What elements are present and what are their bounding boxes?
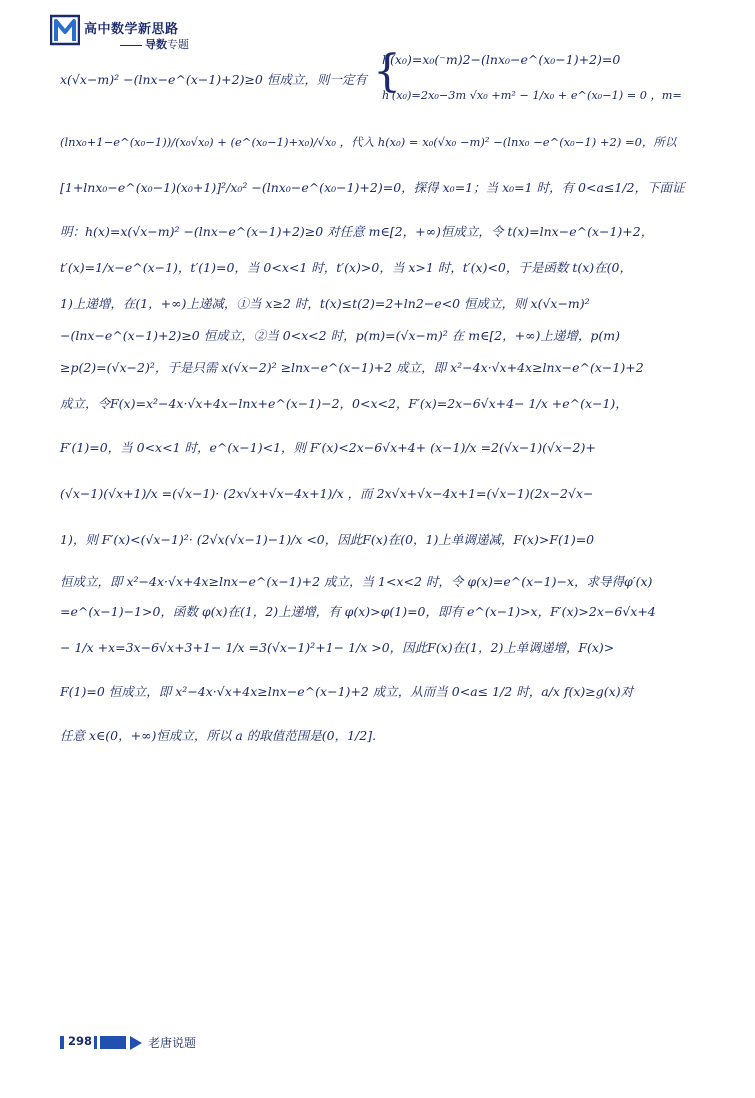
text-line-5: [1+lnx₀−e^(x₀−1)(x₀+1)]²/x₀² −(lnx₀−e^(x₀−1)+2)=0，探得 x₀=1；当 x₀=1 时，有 0<a≤1/2，下面证 bbox=[60, 180, 685, 195]
text-line-8: 1)上递增，在(1，+∞)上递减，①当 x≥2 时，t(x)≤t(2)=2+ln2−e<0 恒成立，则 x(√x−m)² bbox=[60, 296, 590, 311]
text-line-7: t′(x)=1/x−e^(x−1)，t′(1)=0，当 0<x<1 时，t′(x)>0，当 x>1 时，t′(x)<0，于是函数 t(x)在(0， bbox=[60, 260, 633, 275]
brand-logo-icon bbox=[50, 14, 80, 46]
text-line-16: =e^(x−1)−1>0，函数 φ(x)在(1，2)上递增，有 φ(x)>φ(1)=0，即有 e^(x−1)>x，F′(x)>2x−6√x+4 bbox=[60, 604, 656, 619]
text-line-10: ≥p(2)=(√x−2)²，于是只需 x(√x−2)² ≥lnx−e^(x−1)+2 成立，即 x²−4x·√x+4x≥lnx−e^(x−1)+2 bbox=[60, 360, 644, 375]
series-subtitle bbox=[120, 36, 189, 52]
text-line-17: − 1/x +x=3x−6√x+3+1− 1/x =3(√x−1)²+1− 1/x >0，因此F(x)在(1，2)上单调递增，F(x)> bbox=[60, 640, 615, 655]
footer-block bbox=[100, 1036, 126, 1049]
text-line-14: 1)，则 F′(x)<(√x−1)²· (2√x(√x−1)−1)/x <0，因此F(x)在(0，1)上单调递减，F(x)>F(1)=0 bbox=[60, 532, 595, 547]
text-line-4: (lnx₀+1−e^(x₀−1))/(x₀√x₀) + (e^(x₀−1)+x₀)/√x₀ ，代入 h(x₀) = x₀(√x₀ −m)² −(lnx₀ −e^(x₀−1) +2) =0，所以 bbox=[60, 135, 677, 149]
text-line-6: 明：h(x)=x(√x−m)² −(lnx−e^(x−1)+2)≥0 对任意 m∈[2，+∞)恒成立，令 t(x)=lnx−e^(x−1)+2， bbox=[60, 224, 654, 239]
text-line-2: x(√x−m)² −(lnx−e^(x−1)+2)≥0 恒成立，则一定有 bbox=[60, 72, 367, 87]
brand-title: 高中数学新思路 bbox=[84, 22, 179, 37]
text-line-18: F(1)=0 恒成立，即 x²−4x·√x+4x≥lnx−e^(x−1)+2 成立，从而当 0<a≤ 1/2 时，a/x f(x)≥g(x)对 bbox=[60, 684, 634, 699]
play-arrow-icon bbox=[130, 1036, 142, 1050]
footer-bar bbox=[94, 1036, 97, 1049]
footer-text: 老唐说题 bbox=[148, 1036, 197, 1050]
subtitle-tag: 导数 bbox=[145, 38, 167, 51]
footer-bar bbox=[60, 1036, 64, 1049]
text-line-9: −(lnx−e^(x−1)+2)≥0 恒成立，②当 0<x<2 时，p(m)=(√x−m)² 在 m∈[2，+∞)上递增，p(m) bbox=[60, 328, 621, 343]
page-header bbox=[50, 14, 350, 54]
text-line-13: (√x−1)(√x+1)/x =(√x−1)· (2x√x+√x−4x+1)/x ，而 2x√x+√x−4x+1=(√x−1)(2x−2√x− bbox=[60, 486, 594, 501]
text-line-11: 成立，令F(x)=x²−4x·√x+4x−lnx+e^(x−1)−2，0<x<2，F′(x)=2x−6√x+4− 1/x +e^(x−1)， bbox=[60, 396, 628, 411]
text-line-3: h′(x₀)=2x₀−3m √x₀ +m² − 1/x₀ + e^(x₀−1) = 0 ，m= bbox=[382, 89, 682, 102]
text-line-12: F′(1)=0，当 0<x<1 时，e^(x−1)<1，则 F′(x)<2x−6√x+4+ (x−1)/x =2(√x−1)(√x−2)+ bbox=[60, 440, 596, 455]
page-number: 298 bbox=[68, 1034, 93, 1048]
subtitle-rest: 专题 bbox=[167, 38, 189, 51]
system-brace: { bbox=[373, 46, 401, 97]
text-line-1: h(x₀)=x₀(⁻m)2−(lnx₀−e^(x₀−1)+2)=0 bbox=[382, 52, 621, 67]
text-line-19: 任意 x∈(0，+∞)恒成立，所以 a 的取值范围是(0，1/2]. bbox=[60, 728, 377, 743]
text-line-15: 恒成立，即 x²−4x·√x+4x≥lnx−e^(x−1)+2 成立，当 1<x<2 时，令 φ(x)=e^(x−1)−x，求导得φ′(x) bbox=[60, 574, 653, 589]
